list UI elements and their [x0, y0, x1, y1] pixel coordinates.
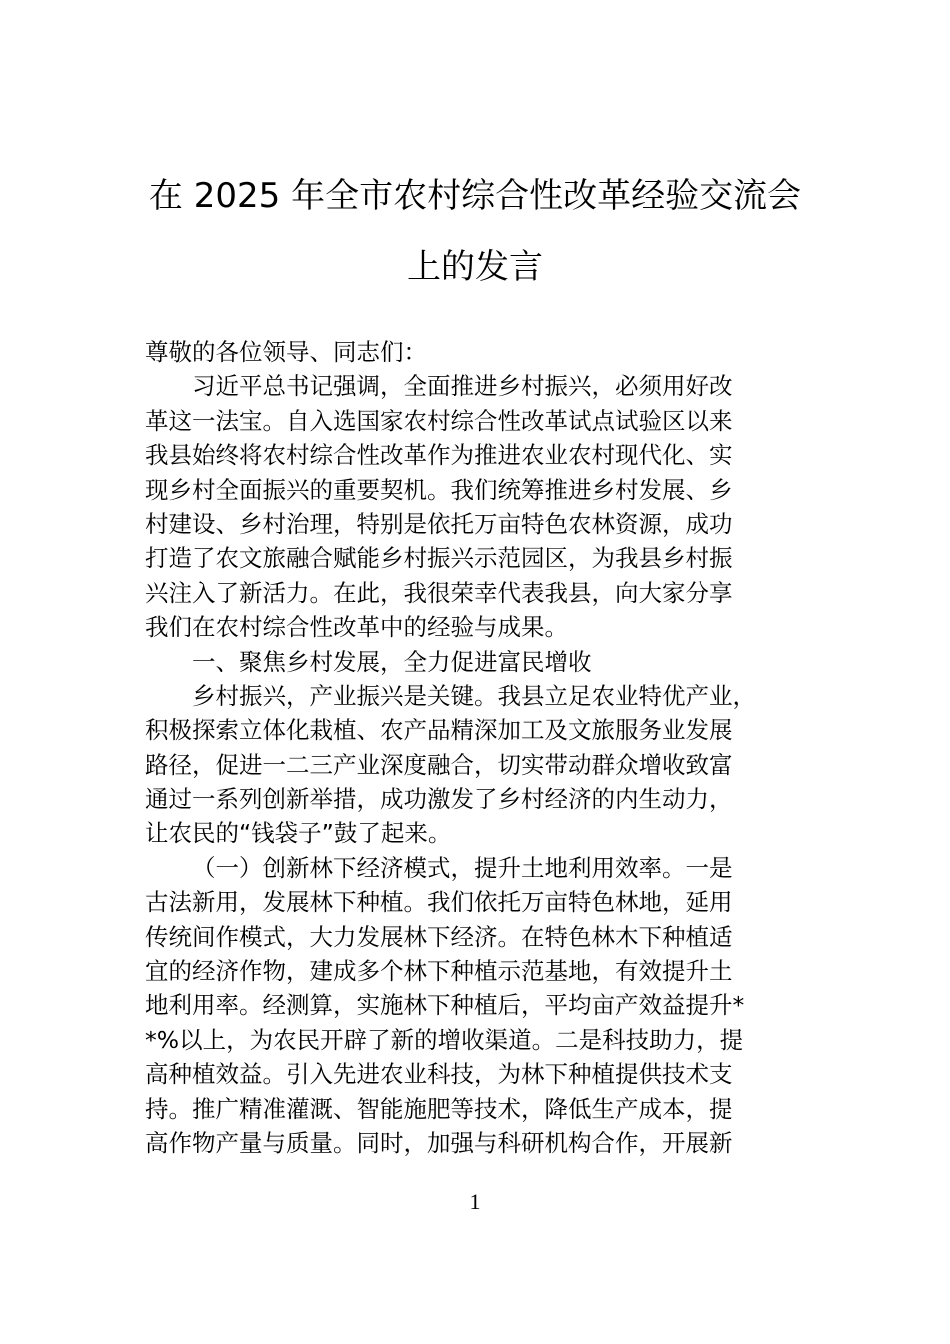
- paragraph-line: *%以上，为农民开辟了新的增收渠道。二是科技助力，提: [145, 1025, 744, 1054]
- paragraph-line: 兴注入了新活力。在此，我很荣幸代表我县，向大家分享: [145, 578, 733, 607]
- paragraph-line: 村建设、乡村治理，特别是依托万亩特色农林资源，成功: [145, 509, 733, 538]
- paragraph-line: 古法新用，发展林下种植。我们依托万亩特色林地，延用: [145, 888, 733, 917]
- paragraph-line: 让农民的“钱袋子”鼓了起来。: [145, 819, 452, 848]
- paragraph-line: 高种植效益。引入先进农业科技，为林下种植提供技术支: [145, 1060, 733, 1089]
- page-number: 1: [469, 1189, 481, 1214]
- document-title-line-2: 上的发言: [407, 247, 543, 287]
- paragraph-line: 路径，促进一二三产业深度融合，切实带动群众增收致富: [145, 750, 733, 779]
- salutation: 尊敬的各位领导、同志们：: [145, 338, 427, 366]
- paragraph-line: 我县始终将农村综合性改革作为推进农业农村现代化、实: [145, 441, 733, 470]
- paragraph-line: 我们在农村综合性改革中的经验与成果。: [145, 613, 568, 642]
- paragraph-line: 习近平总书记强调，全面推进乡村振兴，必须用好改: [192, 372, 733, 401]
- paragraph-line: 宜的经济作物，建成多个林下种植示范基地，有效提升土: [145, 957, 733, 986]
- paragraph-line: 乡村振兴，产业振兴是关键。我县立足农业特优产业，: [192, 681, 756, 710]
- paragraph-line: 革这一法宝。自入选国家农村综合性改革试点试验区以来: [145, 406, 733, 435]
- paragraph-line: 持。推广精准灌溉、智能施肥等技术，降低生产成本，提: [145, 1094, 733, 1123]
- paragraph-line: 传统间作模式，大力发展林下经济。在特色林木下种植适: [145, 922, 733, 951]
- paragraph-line: 积极探索立体化栽植、农产品精深加工及文旅服务业发展: [145, 716, 733, 745]
- document-body: [145, 335, 810, 1160]
- paragraph-line: 高作物产量与质量。同时，加强与科研机构合作，开展新: [145, 1128, 733, 1157]
- paragraph-line: 通过一系列创新举措，成功激发了乡村经济的内生动力，: [145, 785, 733, 814]
- section-heading: 一、聚焦乡村发展，全力促进富民增收: [192, 647, 592, 676]
- paragraph-line: （一）创新林下经济模式，提升土地利用效率。一是: [192, 853, 733, 882]
- paragraph-line: 地利用率。经测算，实施林下种植后，平均亩产效益提升*: [145, 991, 745, 1020]
- paragraph-line: 现乡村全面振兴的重要契机。我们统筹推进乡村发展、乡: [145, 475, 733, 504]
- document-title-line-1: 在 2025 年全市农村综合性改革经验交流会: [148, 176, 802, 216]
- paragraph-line: 打造了农文旅融合赋能乡村振兴示范园区，为我县乡村振: [145, 544, 733, 573]
